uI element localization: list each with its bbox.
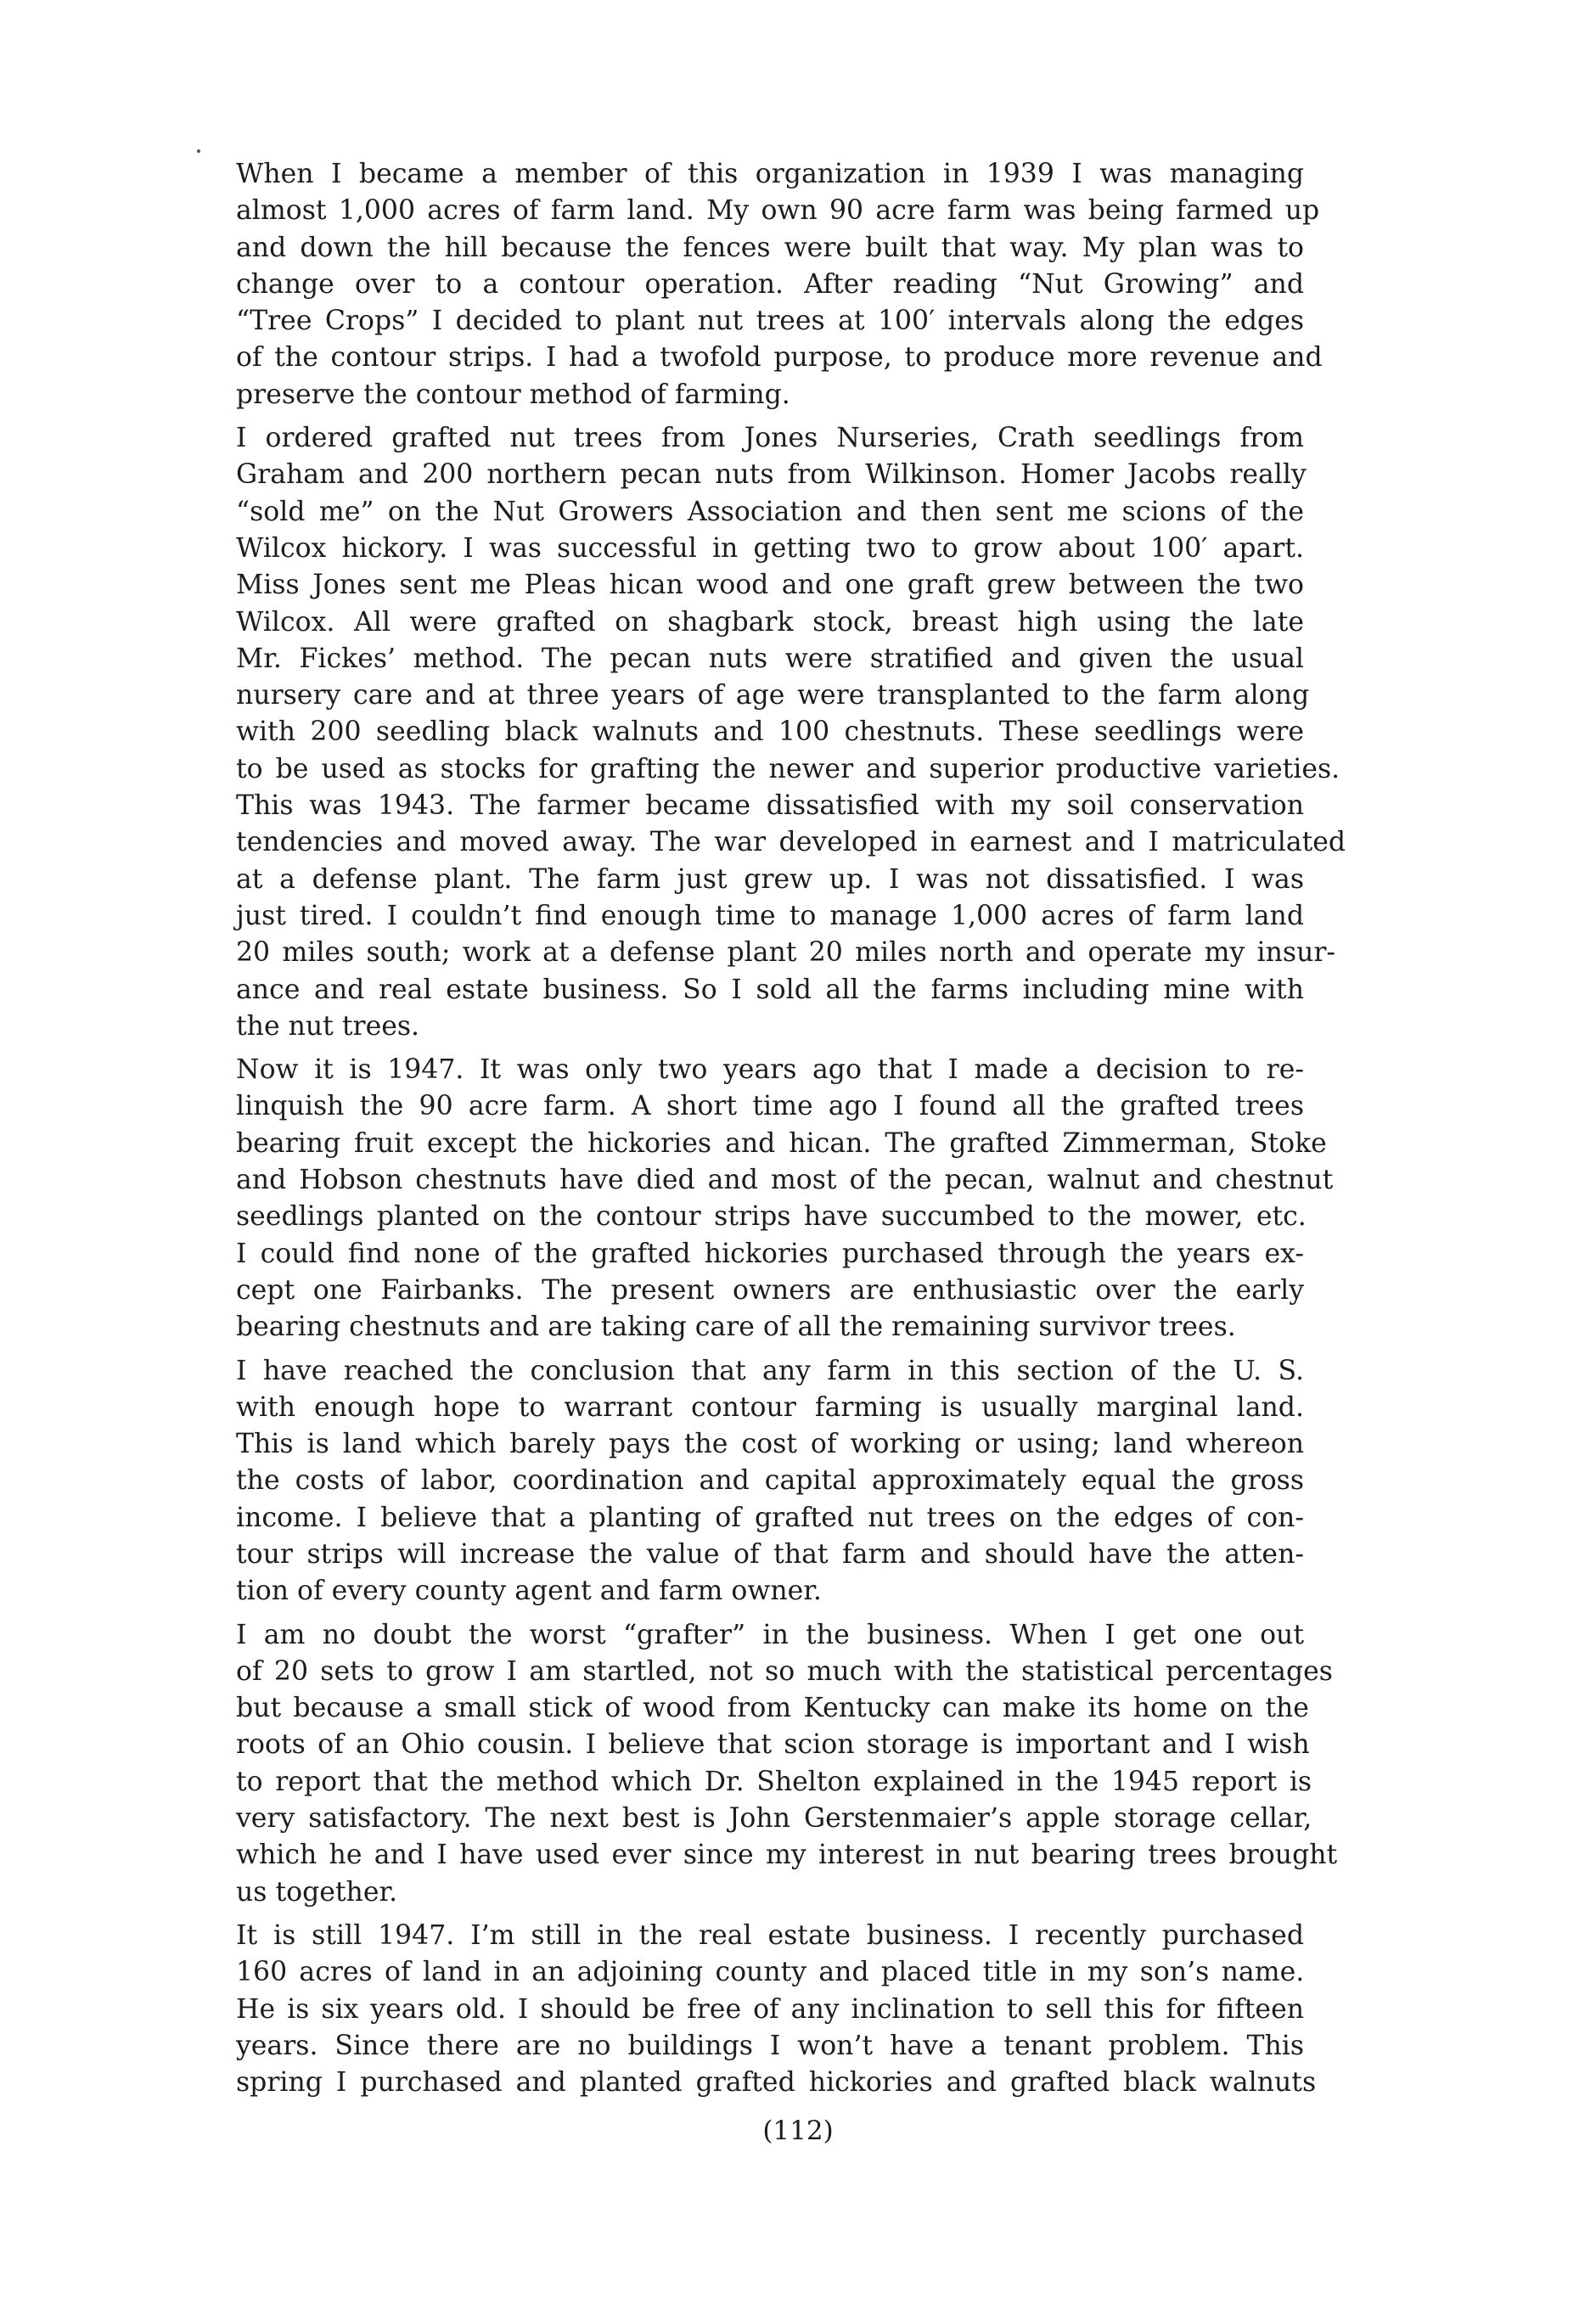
- page-number: (112): [762, 2116, 834, 2146]
- paragraph: [185, 1617, 1338, 1911]
- text-line: Now it is 1947. It was only two years ago that I made a decision to re-: [236, 1054, 1304, 1086]
- text-line: which he and I have used ever since my interest in nut bearing trees brought: [236, 1840, 1338, 1871]
- text-line: very satisfactory. The next best is John Gerstenmaier’s apple storage cellar,: [236, 1803, 1312, 1835]
- text-line: at a defense plant. The farm just grew up. I was not dissatisfied. I was: [236, 863, 1304, 895]
- text-line: I could find none of the grafted hickories purchased through the years ex-: [236, 1238, 1304, 1269]
- text-line: Mr. Fickes’ method. The pecan nuts were stratified and given the usual: [236, 643, 1304, 674]
- text-line: I ordered grafted nut trees from Jones Nurseries, Crath seedlings from: [236, 423, 1304, 454]
- paragraph: [185, 420, 1346, 1045]
- text-line: Miss Jones sent me Pleas hican wood and one graft grew between the two: [236, 570, 1304, 601]
- text-line: to report that the method which Dr. Shelton explained in the 1945 report is: [236, 1766, 1312, 1797]
- text-line: and Hobson chestnuts have died and most of the pecan, walnut and chestnut: [236, 1165, 1334, 1196]
- paragraph: [185, 1918, 1317, 2101]
- text-line: Wilcox hickory. I was successful in getting two to grow about 100′ apart.: [236, 532, 1304, 564]
- text-line: When I became a member of this organization in 1939 I was managing: [236, 159, 1304, 189]
- text-line: just tired. I couldn’t find enough time to manage 1,000 acres of farm land: [236, 900, 1304, 931]
- text-line: Graham and 200 northern pecan nuts from Wilkinson. Homer Jacobs really: [236, 459, 1307, 491]
- text-line: of the contour strips. I had a twofold purpose, to produce more revenue and: [236, 342, 1323, 374]
- text-line: but because a small stick of wood from Kentucky can make its home on the: [236, 1693, 1309, 1724]
- text-line: It is still 1947. I’m still in the real estate business. I recently purchased: [236, 1919, 1304, 1951]
- text-line: preserve the contour method of farming.: [236, 379, 790, 410]
- text-line: nursery care and at three years of age were transplanted to the farm along: [236, 680, 1310, 711]
- text-line: tion of every county agent and farm owner.: [236, 1576, 822, 1607]
- text-line: seedlings planted on the contour strips have succumbed to the mower, etc.: [236, 1201, 1307, 1233]
- text-line: the costs of labor, coordination and capital approximately equal the gross: [236, 1465, 1304, 1497]
- text-line: and down the hill because the fences were built that way. My plan was to: [236, 232, 1304, 263]
- paragraph: [185, 156, 1323, 413]
- text-line: 160 acres of land in an adjoining county and placed title in my son’s name.: [236, 1957, 1305, 1988]
- text-line: Wilcox. All were grafted on shagbark stock, breast high using the late: [236, 606, 1304, 638]
- text-line: spring I purchased and planted grafted hickories and grafted black walnuts: [236, 2067, 1317, 2099]
- text-line: I have reached the conclusion that any farm in this section of the U. S.: [236, 1355, 1304, 1386]
- text-line: “Tree Crops” I decided to plant nut trees at 100′ intervals along the edges: [236, 306, 1304, 337]
- paragraph: [185, 1052, 1334, 1346]
- text-line: change over to a contour operation. After reading “Nut Growing” and: [236, 268, 1304, 300]
- text-line: to be used as stocks for grafting the newer and superior productive varieties.: [236, 753, 1340, 784]
- text-line: This is land which barely pays the cost of working or using; land whereon: [236, 1429, 1304, 1460]
- text-line: us together.: [236, 1876, 398, 1908]
- text-line: cept one Fairbanks. The present owners are enthusiastic over the early: [236, 1274, 1304, 1306]
- paragraph: [185, 1353, 1304, 1610]
- ink-dot: [197, 149, 200, 153]
- text-line: ance and real estate business. So I sold all the farms including mine with: [236, 974, 1304, 1005]
- text-line: with enough hope to warrant contour farming is usually marginal land.: [236, 1391, 1304, 1423]
- text-line: I am no doubt the worst “grafter” in the business. When I get one out: [236, 1619, 1304, 1650]
- text-line: 20 miles south; work at a defense plant 20 miles north and operate my insur-: [236, 937, 1336, 969]
- text-line: almost 1,000 acres of farm land. My own 90 acre farm was being farmed up: [236, 195, 1320, 227]
- text-line: linquish the 90 acre farm. A short time ago I found all the grafted trees: [236, 1091, 1304, 1122]
- text-line: He is six years old. I should be free of any inclination to sell this for fifteen: [236, 1993, 1304, 2025]
- text-line: bearing fruit except the hickories and hican. The grafted Zimmerman, Stoke: [236, 1127, 1327, 1159]
- text-line: bearing chestnuts and are taking care of all the remaining survivor trees.: [236, 1312, 1236, 1343]
- text-line: the nut trees.: [236, 1010, 420, 1042]
- text-line: of 20 sets to grow I am startled, not so much with the statistical percentages: [236, 1655, 1333, 1687]
- text-line: years. Since there are no buildings I won’t have a tenant problem. This: [236, 2030, 1304, 2061]
- text-line: This was 1943. The farmer became dissatisfied with my soil conservation: [236, 790, 1304, 822]
- text-line: income. I believe that a planting of grafted nut trees on the edges of con-: [236, 1502, 1304, 1533]
- text-line: roots of an Ohio cousin. I believe that scion storage is important and I wish: [236, 1729, 1310, 1761]
- text-line: tendencies and moved away. The war developed in earnest and I matriculated: [236, 827, 1346, 858]
- text-line: “sold me” on the Nut Growers Association and then sent me scions of the: [236, 496, 1304, 527]
- body-text: [185, 156, 1346, 2108]
- text-line: tour strips will increase the value of that farm and should have the atten-: [236, 1538, 1304, 1570]
- text-line: with 200 seedling black walnuts and 100 chestnuts. These seedlings were: [236, 716, 1304, 748]
